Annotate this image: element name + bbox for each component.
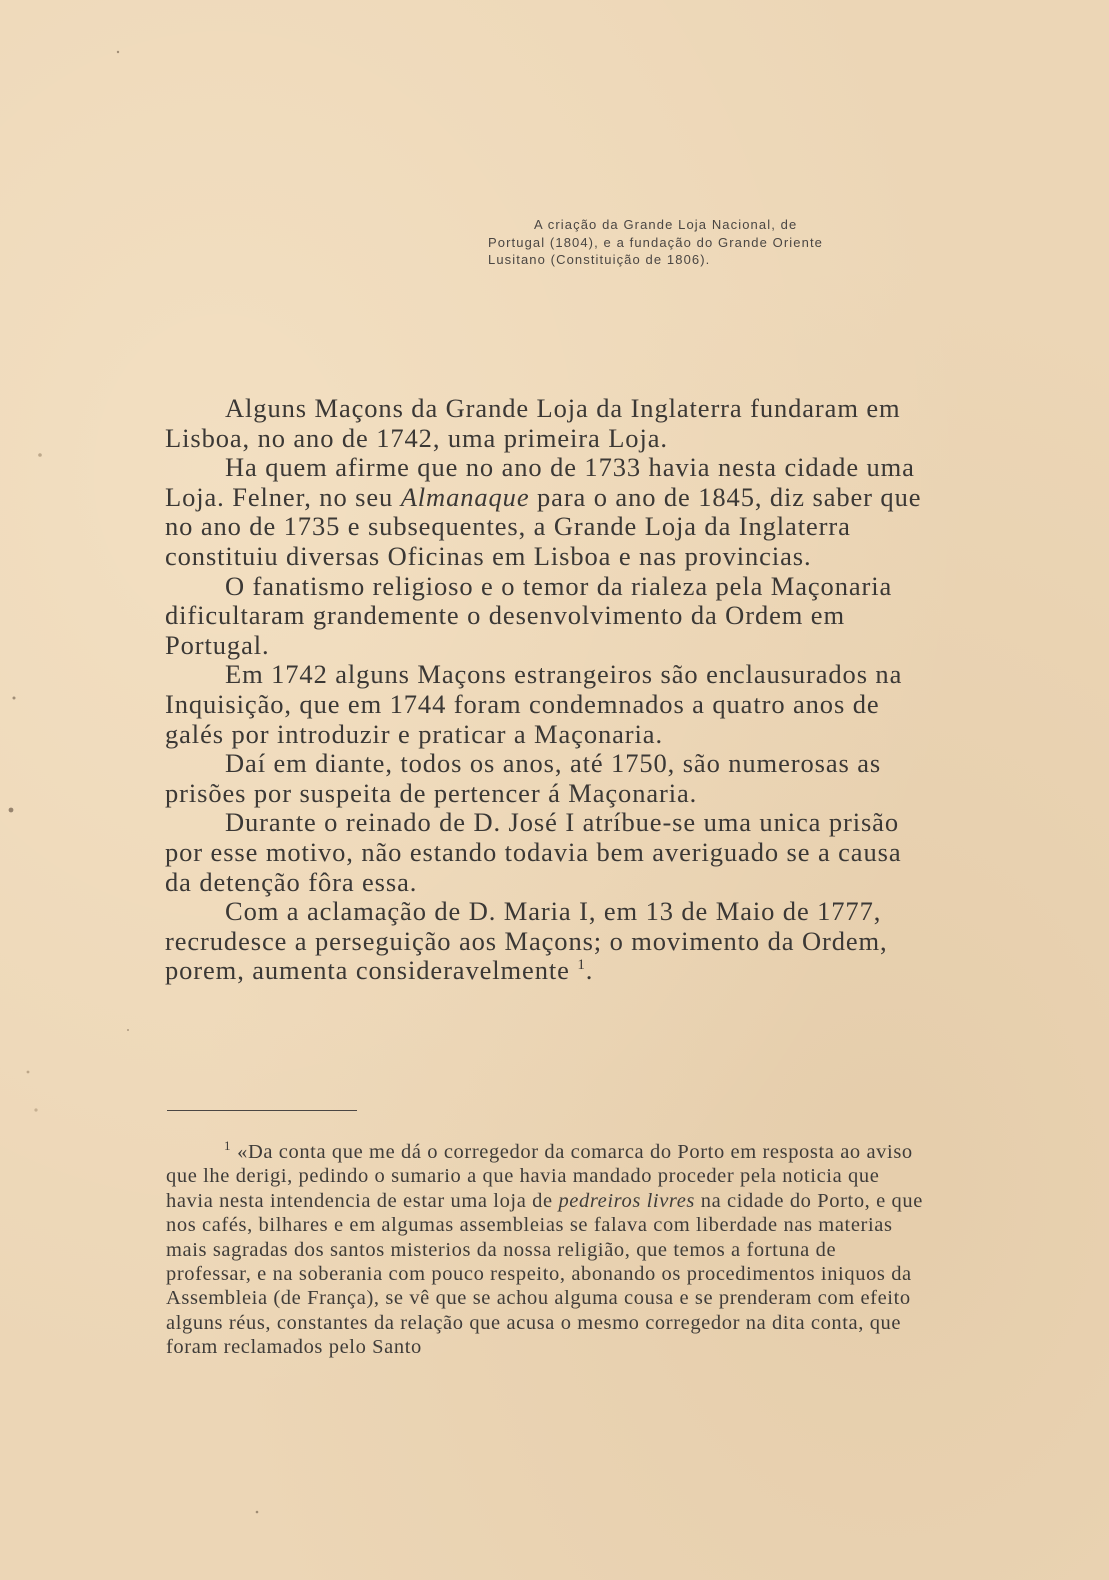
footnote-text: na cidade do Porto, e que nos cafés, bilhares e em algumas assembleias se falava com liberdade nas materias mais sagradas dos santos misterios da nossa religião, que temos a fortuna de professar, e na soberania com pouco respeito, abonando os procedimentos iniquos da Assembleia (de França), se vê que se achou alguma cousa e se prenderam com efeito alguns réus, constantes da relação que acusa o mesmo corregedor na dita conta, que foram reclamados pelo Santo (166, 1189, 923, 1359)
summary-line: Lusitano (Constituição de 1806). (488, 252, 711, 267)
paragraph: O fanatismo religioso e o temor da rialeza pela Maçonaria dificultaram grandemente o desenvolvimento da Ordem em Portugal. (165, 570, 893, 660)
paragraph-text: para o ano de 1845, diz saber que no ano de 1735 e subsequentes, a Grande Loja da Inglaterra constituiu diversas Oficinas em Lisboa e nas provincias. (165, 481, 922, 571)
summary-line: Portugal (1804), e a fundação do Grande Oriente (488, 234, 823, 250)
paragraph: Durante o reinado de D. José I atríbue-se uma unica prisão por esse motivo, não estando todavia bem averiguado se a causa da detenção fôra essa. (165, 807, 902, 897)
paragraph-text: Ha quem afirme que no ano de 1733 havia nesta cidade uma Loja. Felner, no seu (165, 452, 915, 512)
footnote-mark: 1 (224, 1138, 232, 1154)
footnote-text: «Da conta que me dá o corregedor da comarca do Porto em resposta ao aviso que lhe derigi, pedindo o sumario a que havia mandado proceder pela noticia que havia nesta intendencia de estar uma loja de (166, 1141, 913, 1212)
footnote-paragraph (166, 1140, 926, 1360)
footnote-reference: 1 (577, 957, 586, 974)
summary-line: A criação da Grande Loja Nacional, de (534, 217, 798, 232)
paragraph: Daí em diante, todos os anos, até 1750, são numerosas as prisões por suspeita de pertencer á Maçonaria. (165, 748, 882, 808)
main-text (165, 394, 925, 986)
footnote-divider (167, 1110, 357, 1111)
footnote (166, 1140, 926, 1360)
paragraph (165, 897, 925, 986)
footnote-italic: pedreiros livres (558, 1189, 696, 1212)
chapter-summary (488, 216, 924, 269)
paragraph: Em 1742 alguns Maçons estrangeiros são enclausurados na Inquisição, que em 1744 foram condemnados a quatro anos de galés por introduzir e praticar a Maçonaria. (165, 659, 903, 749)
book-title: Almanaque (400, 481, 530, 512)
paragraph-text: Com a aclamação de D. Maria I, em 13 de Maio de 1777, recrudesce a perseguição aos Maçons; o movimento da Ordem, porem, aumenta consideravelmente (165, 896, 888, 986)
paragraph (165, 453, 925, 571)
paragraph-end: . (585, 955, 594, 986)
paragraph: Alguns Maçons da Grande Loja da Inglaterra fundaram em Lisboa, no ano de 1742, uma primeira Loja. (165, 393, 901, 453)
